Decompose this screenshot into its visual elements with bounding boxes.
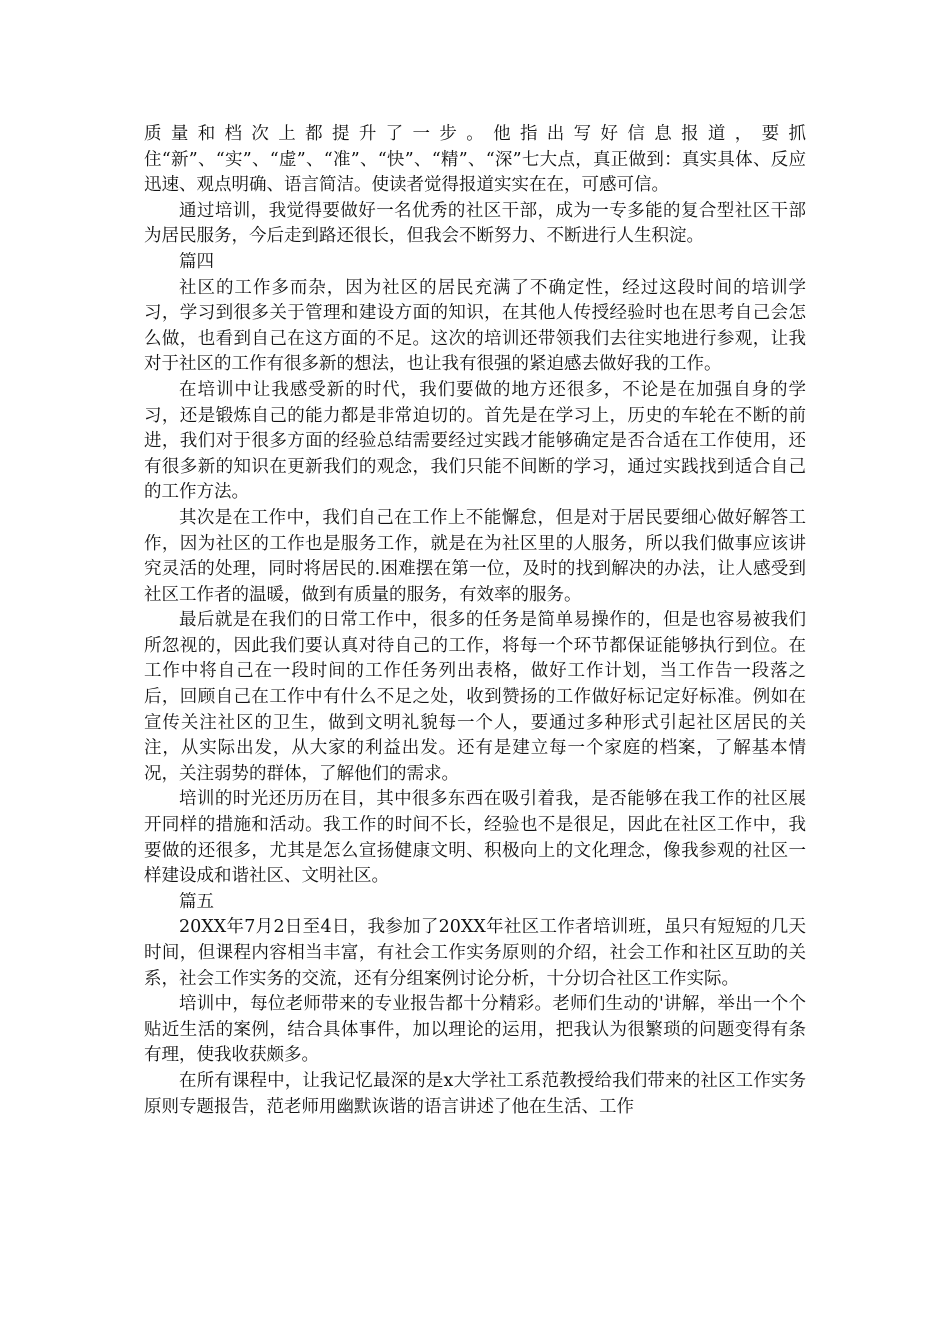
paragraph-9: 培训中，每位老师带来的专业报告都十分精彩。老师们生动的'讲解，举出一个个贴近生活的案例，结合具体事件，加以理论的运用，把我认为很繁琐的问题变得有条有理，使我收获颇多。 bbox=[144, 994, 806, 1066]
paragraph-8: 20XX年7月2日至4日，我参加了20XX年社区工作者培训班，虽只有短短的几天时间，但课程内容相当丰富，有社会工作实务原则的介绍，社会工作和社区互助的关系，社会工作实务的交流，还有分组案例讨论分析，十分切合社区工作实际。 bbox=[144, 917, 806, 989]
paragraph-3: 社区的工作多而杂，因为社区的居民充满了不确定性，经过这段时间的培训学习，学习到很多关于管理和建设方面的知识，在其他人传授经验时也在思考自己会怎么做，也看到自己在这方面的不足。这次的培训还带领我们去往实地进行参观，让我对于社区的工作有很多新的想法，也让我有很强的紧迫感去做好我的工作。 bbox=[144, 277, 806, 375]
paragraph-1: 质量和档次上都提升了一步。他指出写好信息报道，要抓住“新”、“实”、“虚”、“准”、“快”、“精”、“深”七大点，真正做到：真实具体、反应迅速、观点明确、语言简洁。使读者觉得报道实实在在，可感可信。 bbox=[144, 124, 806, 196]
paragraph-10: 在所有课程中，让我记忆最深的是x大学社工系范教授给我们带来的社区工作实务原则专题报告，范老师用幽默诙谐的语言讲述了他在生活、工作 bbox=[144, 1070, 806, 1117]
section-heading-5: 篇五 bbox=[179, 891, 214, 912]
paragraph-4: 在培训中让我感受新的时代，我们要做的地方还很多，不论是在加强自身的学习，还是锻炼自己的能力都是非常迫切的。首先是在学习上，历史的车轮在不断的前进，我们对于很多方面的经验总结需要经过实践才能够确定是否合适在工作使用，还有很多新的知识在更新我们的观念，我们只能不间断的学习，通过实践找到适合自己的工作方法。 bbox=[144, 379, 806, 503]
paragraph-7: 培训的时光还历历在目，其中很多东西在吸引着我，是否能够在我工作的社区展开同样的措施和活动。我工作的时间不长，经验也不是很足，因此在社区工作中，我要做的还很多，尤其是怎么宣扬健康文明、积极向上的文化理念，像我参观的社区一样建设成和谐社区、文明社区。 bbox=[144, 789, 806, 887]
paragraph-5: 其次是在工作中，我们自己在工作上不能懈怠，但是对于居民要细心做好解答工作，因为社区的工作也是服务工作，就是在为社区里的人服务，所以我们做事应该讲究灵活的处理，同时将居民的.困难摆在第一位，及时的找到解决的办法，让人感受到社区工作者的温暖，做到有质量的服务，有效率的服务。 bbox=[144, 507, 806, 605]
section-heading-4: 篇四 bbox=[179, 251, 214, 272]
paragraph-2: 通过培训，我觉得要做好一名优秀的社区干部，成为一专多能的复合型社区干部为居民服务，今后走到路还很长，但我会不断努力、不断进行人生积淀。 bbox=[144, 200, 806, 247]
paragraph-6: 最后就是在我们的日常工作中，很多的任务是简单易操作的，但是也容易被我们所忽视的，因此我们要认真对待自己的工作，将每一个环节都保证能够执行到位。在工作中将自己在一段时间的工作任务列出表格，做好工作计划，当工作告一段落之后，回顾自己在工作中有什么不足之处，收到赞扬的工作做好标记定好标准。例如在宣传关注社区的卫生，做到文明礼貌每一个人，要通过多种形式引起社区居民的关注，从实际出发，从大家的利益出发。还有是建立每一个家庭的档案，了解基本情况，关注弱势的群体，了解他们的需求。 bbox=[144, 610, 806, 784]
document-body bbox=[144, 122, 806, 1120]
